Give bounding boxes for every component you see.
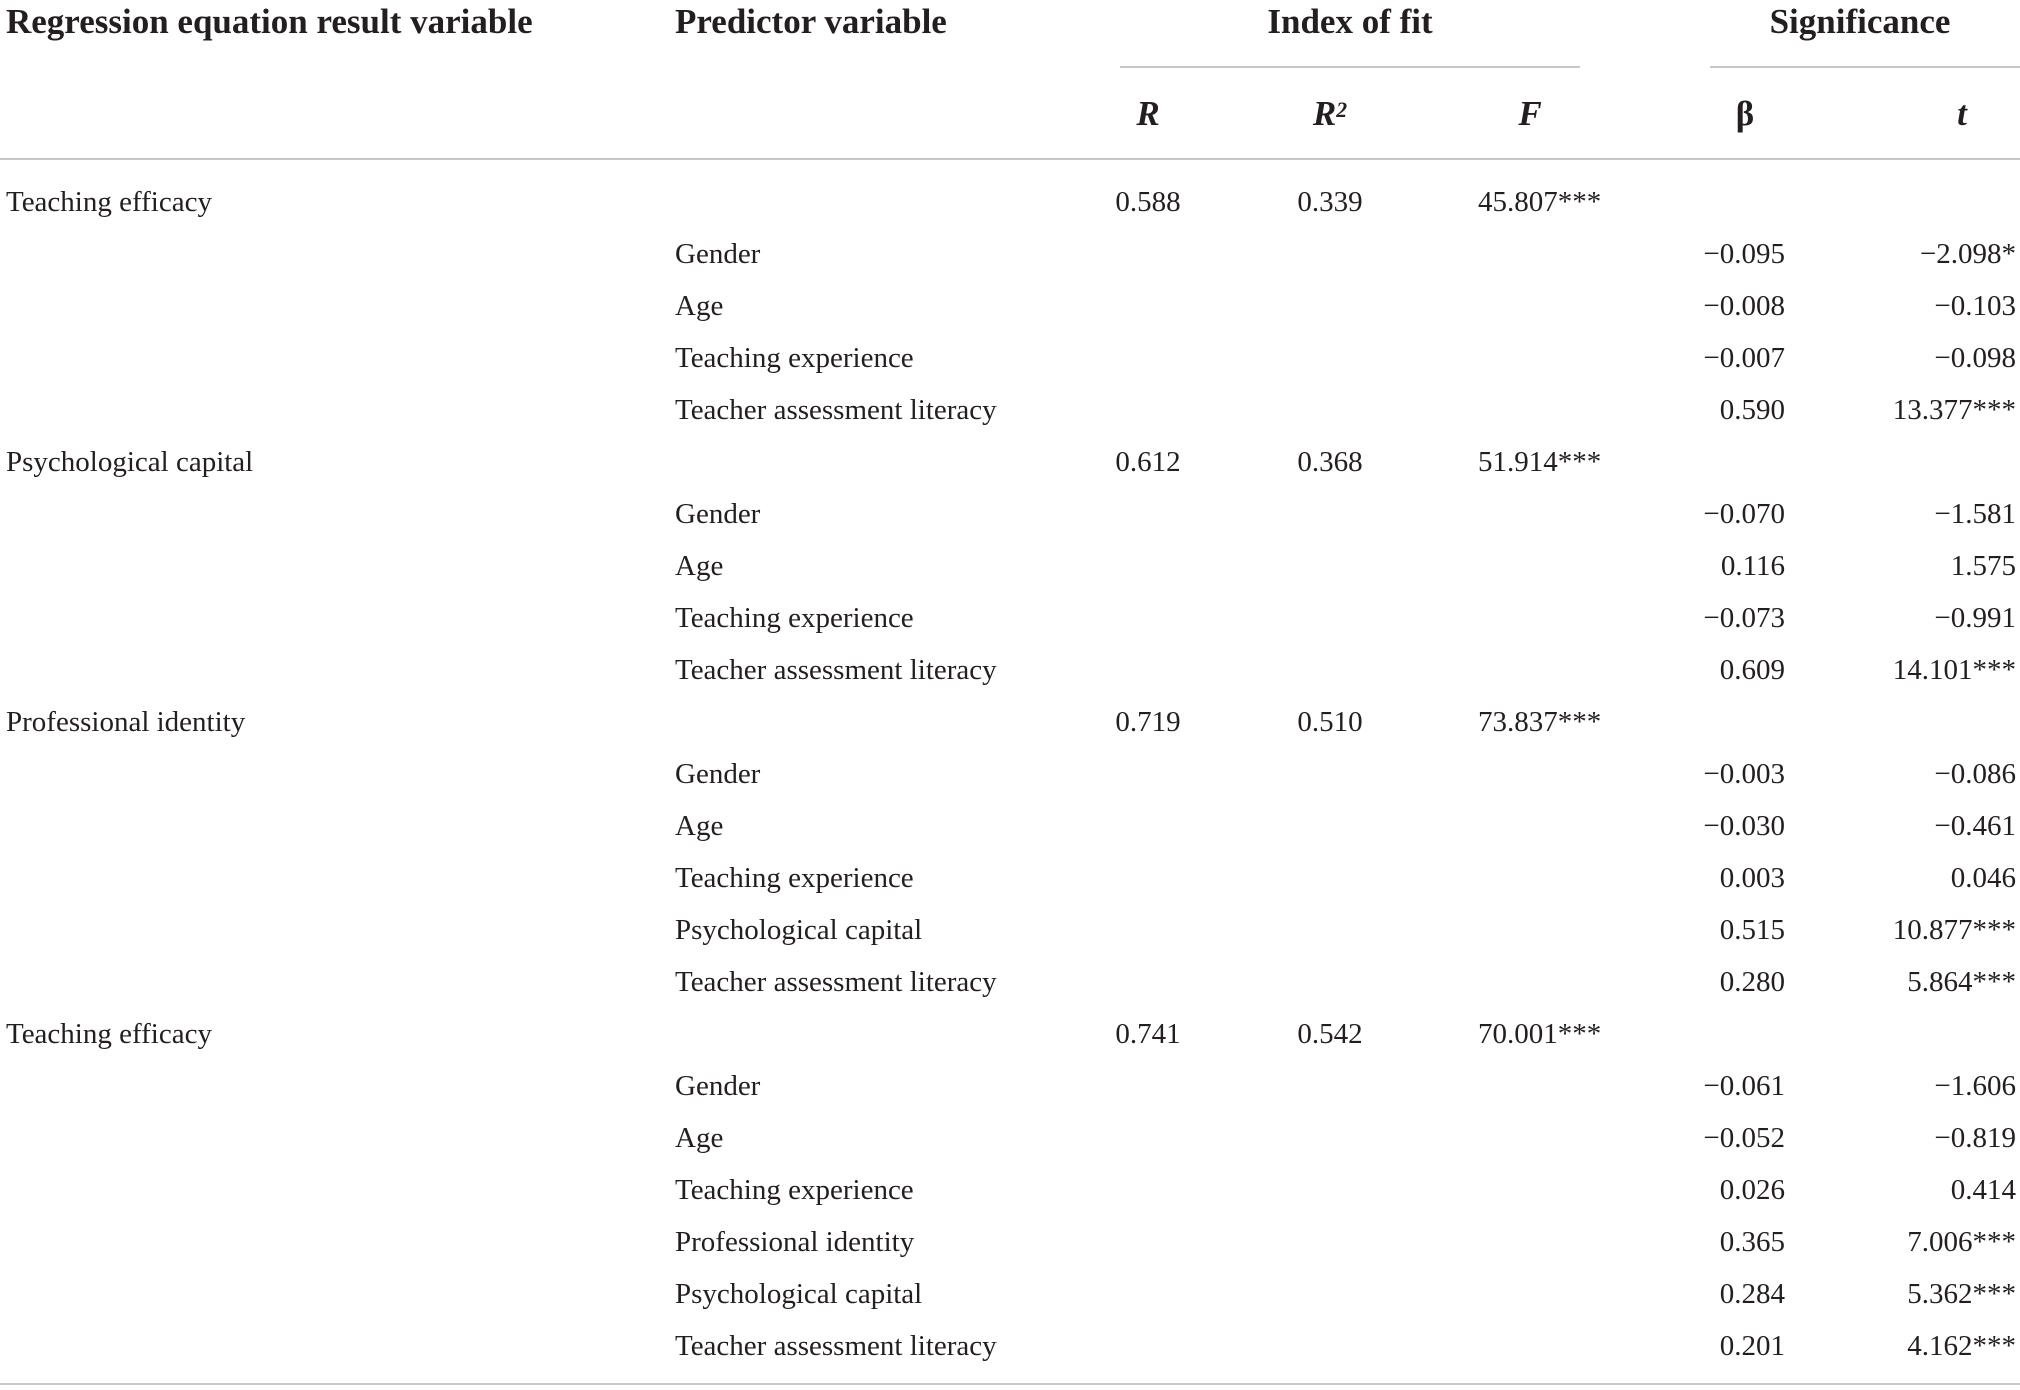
header-r-squared-base: R — [1312, 94, 1337, 133]
t-value-cell: −0.086 — [1934, 758, 2016, 790]
beta-value-cell: 0.590 — [1719, 394, 1785, 426]
predictor-variable-cell: Psychological capital — [675, 1278, 923, 1310]
t-value-cell: 5.362*** — [1907, 1278, 2016, 1310]
predictor-variable-cell: Psychological capital — [675, 914, 923, 946]
beta-value-cell: 0.116 — [1720, 550, 1785, 582]
beta-value-cell: 0.280 — [1719, 966, 1785, 998]
result-variable-cell: Teaching efficacy — [6, 1018, 212, 1050]
result-variable-cell: Professional identity — [6, 706, 246, 738]
significance-rule — [1710, 66, 2020, 68]
t-value-cell: −0.103 — [1934, 290, 2016, 322]
r-squared-value-cell: 0.510 — [1297, 706, 1363, 738]
table-bottom-rule — [0, 1383, 2020, 1385]
t-value-cell: 5.864*** — [1907, 966, 2016, 998]
t-value-cell: −1.606 — [1934, 1070, 2016, 1102]
f-value-cell: 51.914*** — [1478, 446, 1602, 478]
header-significance: Significance — [1769, 2, 1951, 41]
t-value-cell: 7.006*** — [1907, 1226, 2016, 1258]
t-value-cell: 0.046 — [1950, 862, 2016, 894]
header-index-of-fit: Index of fit — [1267, 2, 1433, 41]
index-of-fit-rule — [1120, 66, 1580, 68]
r-value-cell: 0.588 — [1115, 186, 1181, 218]
beta-value-cell: −0.007 — [1703, 342, 1785, 374]
r-squared-value-cell: 0.542 — [1297, 1018, 1363, 1050]
beta-value-cell: 0.003 — [1719, 862, 1785, 894]
f-value-cell: 73.837*** — [1478, 706, 1602, 738]
f-value-cell: 70.001*** — [1478, 1018, 1602, 1050]
header-r-squared — [1280, 92, 1380, 136]
header-r: R — [1136, 94, 1160, 133]
t-value-cell: 13.377*** — [1892, 394, 2016, 426]
predictor-variable-cell: Age — [675, 1122, 724, 1154]
t-value-cell: −0.461 — [1934, 810, 2016, 842]
t-value-cell: −2.098* — [1919, 238, 2016, 270]
beta-value-cell: −0.052 — [1703, 1122, 1785, 1154]
t-value-cell: 10.877*** — [1892, 914, 2016, 946]
header-bottom-rule — [0, 158, 2020, 160]
header-r-squared-exponent: 2 — [1336, 98, 1348, 123]
predictor-variable-cell: Gender — [675, 758, 761, 790]
predictor-variable-cell: Professional identity — [675, 1226, 915, 1258]
t-value-cell: 0.414 — [1950, 1174, 2016, 1206]
t-value-cell: 4.162*** — [1907, 1330, 2016, 1362]
r-squared-value-cell: 0.339 — [1297, 186, 1363, 218]
beta-value-cell: 0.284 — [1719, 1278, 1785, 1310]
header-t: t — [1957, 94, 1967, 133]
beta-value-cell: −0.061 — [1703, 1070, 1785, 1102]
header-f: F — [1518, 94, 1542, 133]
header-predictor-variable: Predictor variable — [675, 2, 947, 41]
predictor-variable-cell: Teaching experience — [675, 862, 914, 894]
header-result-variable: Regression equation result variable — [6, 2, 533, 41]
t-value-cell: −0.819 — [1934, 1122, 2016, 1154]
predictor-variable-cell: Teacher assessment literacy — [675, 966, 997, 998]
beta-value-cell: 0.609 — [1719, 654, 1785, 686]
beta-value-cell: −0.073 — [1703, 602, 1785, 634]
result-variable-cell: Teaching efficacy — [6, 186, 212, 218]
r-value-cell: 0.741 — [1115, 1018, 1181, 1050]
predictor-variable-cell: Gender — [675, 238, 761, 270]
predictor-variable-cell: Teacher assessment literacy — [675, 654, 997, 686]
beta-value-cell: −0.070 — [1703, 498, 1785, 530]
beta-value-cell: 0.515 — [1719, 914, 1785, 946]
r-squared-value-cell: 0.368 — [1297, 446, 1363, 478]
predictor-variable-cell: Teaching experience — [675, 342, 914, 374]
t-value-cell: −0.991 — [1934, 602, 2016, 634]
predictor-variable-cell: Age — [675, 550, 724, 582]
result-variable-cell: Psychological capital — [6, 446, 254, 478]
beta-value-cell: 0.365 — [1719, 1226, 1785, 1258]
beta-value-cell: −0.030 — [1703, 810, 1785, 842]
header-beta: β — [1735, 94, 1755, 133]
t-value-cell: −1.581 — [1934, 498, 2016, 530]
predictor-variable-cell: Age — [675, 290, 724, 322]
predictor-variable-cell: Gender — [675, 498, 761, 530]
predictor-variable-cell: Teaching experience — [675, 602, 914, 634]
f-value-cell: 45.807*** — [1478, 186, 1602, 218]
beta-value-cell: −0.003 — [1703, 758, 1785, 790]
beta-value-cell: 0.201 — [1719, 1330, 1785, 1362]
r-value-cell: 0.612 — [1115, 446, 1181, 478]
t-value-cell: 1.575 — [1950, 550, 2016, 582]
r-value-cell: 0.719 — [1115, 706, 1181, 738]
predictor-variable-cell: Teacher assessment literacy — [675, 394, 997, 426]
t-value-cell: −0.098 — [1934, 342, 2016, 374]
t-value-cell: 14.101*** — [1892, 654, 2016, 686]
predictor-variable-cell: Teaching experience — [675, 1174, 914, 1206]
predictor-variable-cell: Gender — [675, 1070, 761, 1102]
beta-value-cell: 0.026 — [1719, 1174, 1785, 1206]
beta-value-cell: −0.095 — [1703, 238, 1785, 270]
beta-value-cell: −0.008 — [1703, 290, 1785, 322]
predictor-variable-cell: Age — [675, 810, 724, 842]
predictor-variable-cell: Teacher assessment literacy — [675, 1330, 997, 1362]
